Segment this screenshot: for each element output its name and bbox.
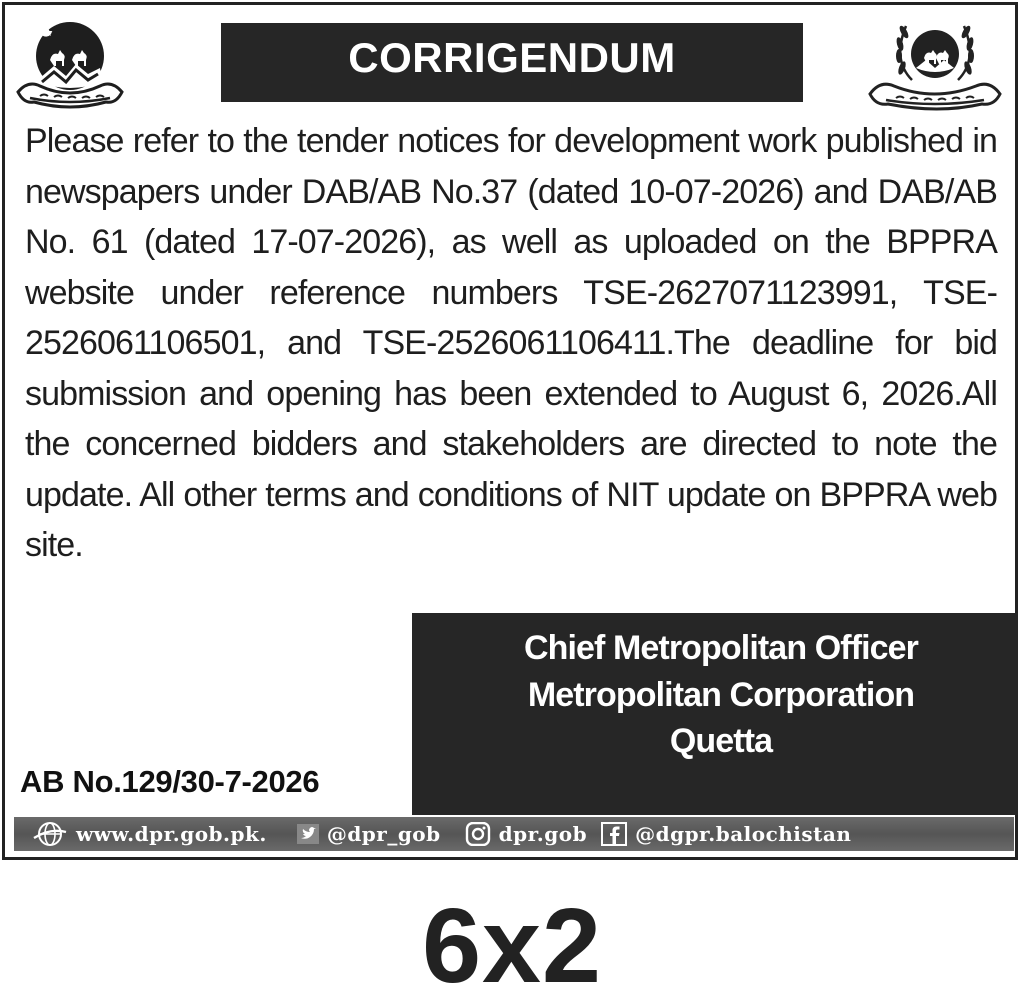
footer-twitter[interactable] <box>297 822 441 846</box>
instagram-icon <box>465 822 491 846</box>
ad-size-label: 6x2 <box>422 887 602 1005</box>
signature-city: Quetta <box>669 722 773 760</box>
footer-facebook[interactable] <box>601 822 851 846</box>
notice-title: CORRIGENDUM <box>348 33 676 81</box>
twitter-icon <box>297 824 319 844</box>
website-link[interactable]: www.dpr.gob.pk. <box>76 822 267 846</box>
instagram-handle[interactable]: dpr.gob <box>498 822 588 846</box>
signature-organization: Metropolitan Corporation <box>527 675 915 714</box>
facebook-handle[interactable]: @dgpr.balochistan <box>635 822 852 846</box>
footer-website[interactable] <box>32 820 267 848</box>
signature-block <box>412 613 1018 815</box>
notice-body: Please refer to the tender notices for development work published in newspapers under DAB/AB No.37 (dated 10-07-2026) and DAB/AB No. 61 (dated 17-07-2026), as well as uploaded on the BPPRA website under reference numbers TSE-2627071123991, TSE-2526061106501, and TSE-2526061106411.The deadline for bid submission and opening has been extended to August 6, 2026.All the concerned bidders and stakeholders are directed to note the update. All other terms and conditions of NIT update on BPPRA web site. <box>25 122 997 564</box>
facebook-icon <box>601 822 627 846</box>
twitter-handle[interactable]: @dpr_gob <box>326 822 441 846</box>
footer-contact-bar <box>14 817 1014 851</box>
dgpr-emblem-icon <box>866 14 1004 114</box>
signature-designation: Chief Metropolitan Officer <box>523 629 919 667</box>
title-banner <box>221 23 803 102</box>
balochistan-emblem-icon <box>14 16 126 112</box>
ab-number: AB No.129/30-7-2026 <box>20 764 320 799</box>
globe-icon <box>32 820 68 848</box>
footer-instagram[interactable] <box>465 822 587 846</box>
